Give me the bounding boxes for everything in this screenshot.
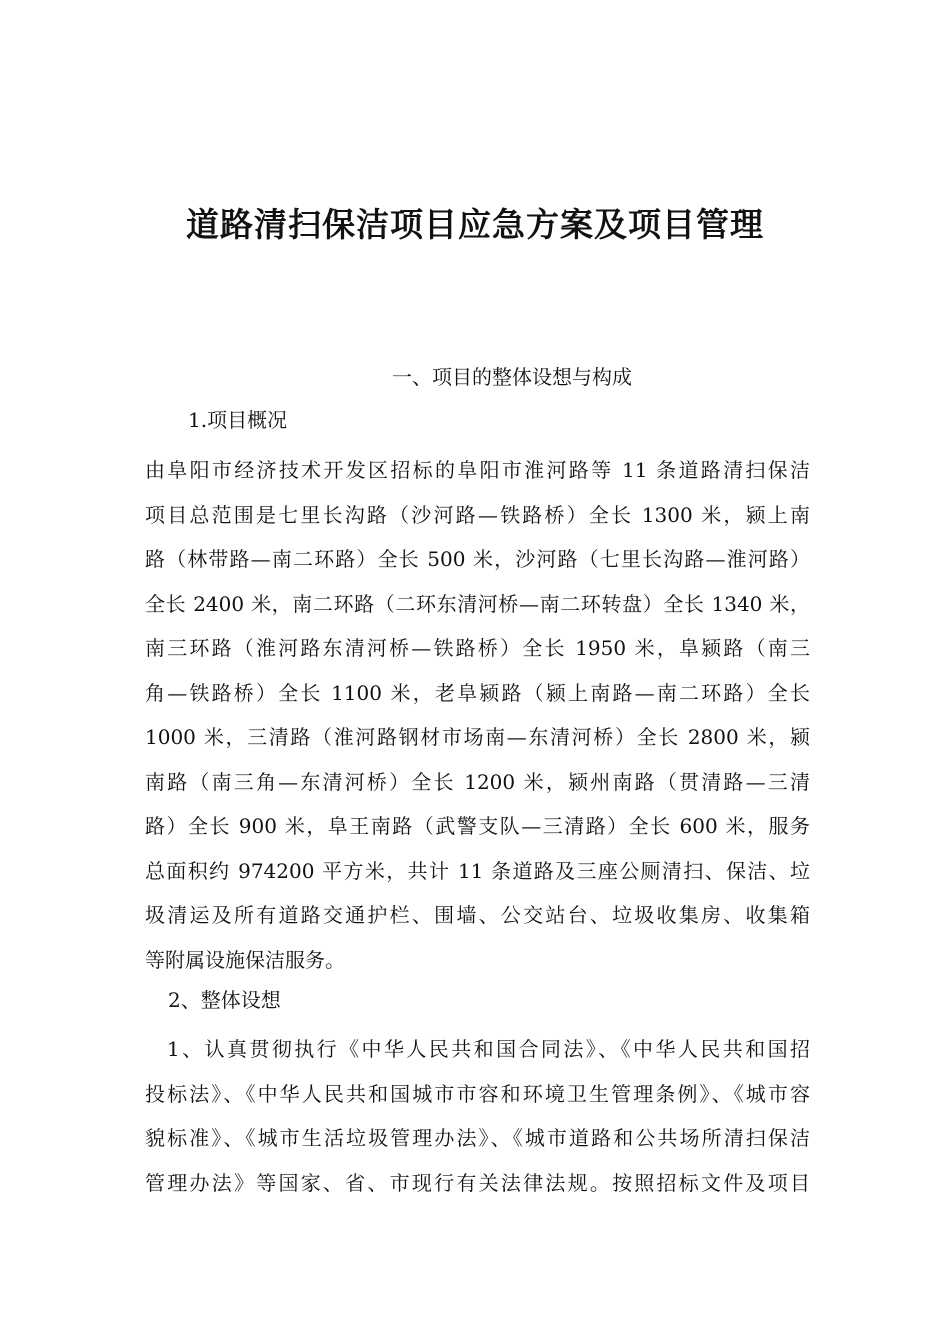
paragraph-line: 南三环路（淮河路东清河桥—铁路桥）全长 1950 米，阜颍路（南三 xyxy=(145,636,810,660)
paragraph-line: 路（林带路—南二环路）全长 500 米，沙河路（七里长沟路—淮河路） xyxy=(145,547,810,571)
paragraph-line: 1、认真贯彻执行《中华人民共和国合同法》、《中华人民共和国招 xyxy=(167,1037,810,1061)
paragraph-line: 南路（南三角—东清河桥）全长 1200 米，颍州南路（贯清路—三清 xyxy=(145,769,810,794)
overview-paragraph xyxy=(145,448,810,982)
paragraph-line: 总面积约 974200 平方米，共计 11 条道路及三座公厕清扫、保洁、垃 xyxy=(145,858,810,883)
section-heading: 一、项目的整体设想与构成 xyxy=(392,365,632,389)
paragraph-line: 等附属设施保洁服务。 xyxy=(145,947,345,972)
paragraph-line: 角—铁路桥）全长 1100 米，老阜颍路（颍上南路—南二环路）全长 xyxy=(145,680,810,705)
paragraph-line: 1000 米，三清路（淮河路钢材市场南—东清河桥）全长 2800 米，颍 xyxy=(145,725,810,749)
document-title: 道路清扫保洁项目应急方案及项目管理 xyxy=(186,205,764,244)
paragraph-line: 全长 2400 米，南二环路（二环东清河桥—南二环转盘）全长 1340 米， xyxy=(145,591,810,616)
paragraph-line: 管理办法》等国家、省、市现行有关法律法规。按照招标文件及项目 xyxy=(145,1170,810,1195)
subsection-heading-overview: 1.项目概况 xyxy=(188,408,288,432)
paragraph-line: 由阜阳市经济技术开发区招标的阜阳市淮河路等 11 条道路清扫保洁 xyxy=(145,458,810,482)
paragraph-line: 投标法》、《中华人民共和国城市市容和环境卫生管理条例》、《城市容 xyxy=(145,1081,810,1106)
concept-paragraph xyxy=(145,1027,810,1205)
subsection-heading-concept: 2、整体设想 xyxy=(168,988,281,1012)
paragraph-line: 圾清运及所有道路交通护栏、围墙、公交站台、垃圾收集房、收集箱 xyxy=(145,903,810,927)
paragraph-line: 路）全长 900 米，阜王南路（武警支队—三清路）全长 600 米，服务 xyxy=(145,814,810,838)
paragraph-line: 貌标准》、《城市生活垃圾管理办法》、《城市道路和公共场所清扫保洁 xyxy=(145,1126,810,1150)
paragraph-line: 项目总范围是七里长沟路（沙河路—铁路桥）全长 1300 米，颍上南 xyxy=(145,502,810,527)
